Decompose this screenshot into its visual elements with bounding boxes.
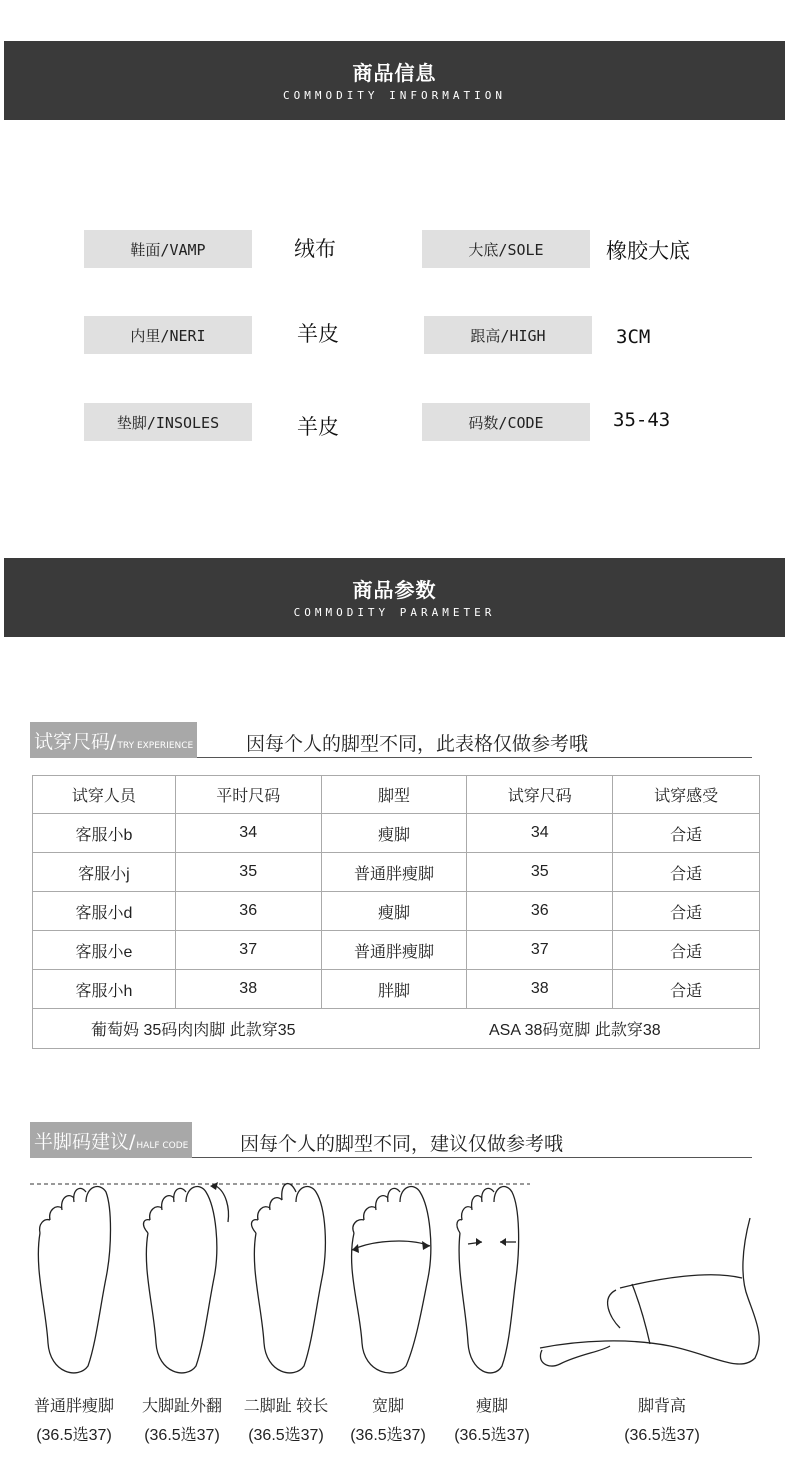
table-cell: 客服小j <box>33 853 176 892</box>
table-cell: 合适 <box>613 931 760 970</box>
foot-caption: 大脚趾外翻 <box>141 1398 222 1415</box>
foot-narrow-icon <box>457 1187 519 1373</box>
table-cell: 34 <box>467 814 613 853</box>
arrow-head-icon <box>352 1244 359 1253</box>
table-header-row <box>33 776 760 814</box>
table-cell: 34 <box>175 814 321 853</box>
trial-tag <box>30 722 197 758</box>
arrow-head-icon <box>476 1238 482 1246</box>
table-cell: 36 <box>467 892 613 931</box>
spec-value-vamp: 绒布 <box>294 237 336 261</box>
foot-bunion-icon <box>144 1186 229 1373</box>
table-row <box>33 892 760 931</box>
table-cell: 客服小e <box>33 931 176 970</box>
table-cell: 客服小h <box>33 970 176 1009</box>
footer-note-right: ASA 38码宽脚 此款穿38 <box>489 1022 661 1039</box>
foot-size-advice: (36.5选37) <box>36 1427 112 1444</box>
table-cell: 37 <box>175 931 321 970</box>
column-header: 试穿人员 <box>33 776 176 814</box>
foot-size-advice: (36.5选37) <box>454 1427 530 1444</box>
foot-caption: 普通胖瘦脚 <box>33 1398 114 1415</box>
arrow-head-icon <box>500 1238 506 1246</box>
table-footer-row <box>33 1009 760 1049</box>
foot-caption: 宽脚 <box>371 1398 404 1415</box>
trial-table <box>32 775 760 1049</box>
table-cell: 35 <box>467 853 613 892</box>
banner-subtitle: COMMODITY INFORMATION <box>282 89 507 102</box>
table-cell: 合适 <box>613 814 760 853</box>
spec-value-insole: 羊皮 <box>297 415 339 439</box>
spec-value-heel: 3CM <box>616 326 651 348</box>
foot-size-advice: (36.5选37) <box>144 1427 220 1444</box>
banner-title: 商品信息 <box>352 61 437 85</box>
param-banner <box>4 558 785 637</box>
table-cell: 普通胖瘦脚 <box>321 853 467 892</box>
spec-label-insole: 垫脚/INSOLES <box>84 403 252 441</box>
foot-caption: 瘦脚 <box>475 1398 508 1415</box>
trial-tag-text: 试穿尺码/ <box>34 731 117 753</box>
spec-value-lining: 羊皮 <box>297 322 339 346</box>
foot-caption: 脚背高 <box>637 1398 686 1415</box>
column-header: 试穿尺码 <box>467 776 613 814</box>
arrow-head-icon <box>210 1182 218 1190</box>
foot-caption: 二脚趾 较长 <box>243 1398 329 1415</box>
half-tag <box>30 1122 192 1158</box>
trial-section-heading <box>30 722 752 758</box>
half-note: 因每个人的脚型不同，建议仅做参考哦 <box>240 1133 564 1155</box>
spec-label-sole: 大底/SOLE <box>422 230 590 268</box>
table-cell: 合适 <box>613 892 760 931</box>
spec-label-vamp: 鞋面/VAMP <box>84 230 252 268</box>
table-cell: 胖脚 <box>321 970 467 1009</box>
foot-long-second-toe-icon <box>252 1184 326 1373</box>
spec-label-lining: 内里/NERI <box>84 316 252 354</box>
table-cell: 38 <box>467 970 613 1009</box>
foot-size-advice: (36.5选37) <box>624 1427 700 1444</box>
table-cell: 36 <box>175 892 321 931</box>
table-row <box>33 814 760 853</box>
spec-label-heel: 跟高/HIGH <box>424 316 592 354</box>
table-cell: 38 <box>175 970 321 1009</box>
table-row <box>33 853 760 892</box>
table-cell: 37 <box>467 931 613 970</box>
table-cell: 普通胖瘦脚 <box>321 931 467 970</box>
trial-tag-en: TRY EXPERIENCE <box>117 741 194 751</box>
spec-value-sole: 橡胶大底 <box>606 239 690 263</box>
foot-normal-icon <box>38 1187 110 1373</box>
info-banner <box>4 41 785 120</box>
table-cell: 瘦脚 <box>321 814 467 853</box>
table-cell: 合适 <box>613 970 760 1009</box>
spec-label-code: 码数/CODE <box>422 403 590 441</box>
spec-value-code: 35-43 <box>613 409 671 431</box>
half-tag-text: 半脚码建议/ <box>34 1131 136 1153</box>
foot-size-advice: (36.5选37) <box>248 1427 324 1444</box>
half-section-heading <box>30 1122 752 1158</box>
foot-high-instep-icon <box>540 1218 759 1366</box>
table-row <box>33 931 760 970</box>
trial-note: 因每个人的脚型不同，此表格仅做参考哦 <box>246 733 589 755</box>
feet-illustration <box>20 1178 770 1388</box>
table-cell: 35 <box>175 853 321 892</box>
table-footer-cell <box>33 1009 760 1049</box>
banner-subtitle: COMMODITY PARAMETER <box>293 606 496 619</box>
table-cell: 瘦脚 <box>321 892 467 931</box>
column-header: 脚型 <box>321 776 467 814</box>
foot-wide-icon <box>352 1187 431 1373</box>
arrow-head-icon <box>422 1241 430 1250</box>
table-cell: 合适 <box>613 853 760 892</box>
column-header: 试穿感受 <box>613 776 760 814</box>
half-tag-en: HALF CODE <box>136 1141 189 1151</box>
table-cell: 客服小d <box>33 892 176 931</box>
banner-title: 商品参数 <box>352 578 437 602</box>
footer-note-left: 葡萄妈 35码肉肉脚 此款穿35 <box>91 1022 296 1039</box>
foot-size-advice: (36.5选37) <box>350 1427 426 1444</box>
column-header: 平时尺码 <box>175 776 321 814</box>
table-cell: 客服小b <box>33 814 176 853</box>
table-row <box>33 970 760 1009</box>
